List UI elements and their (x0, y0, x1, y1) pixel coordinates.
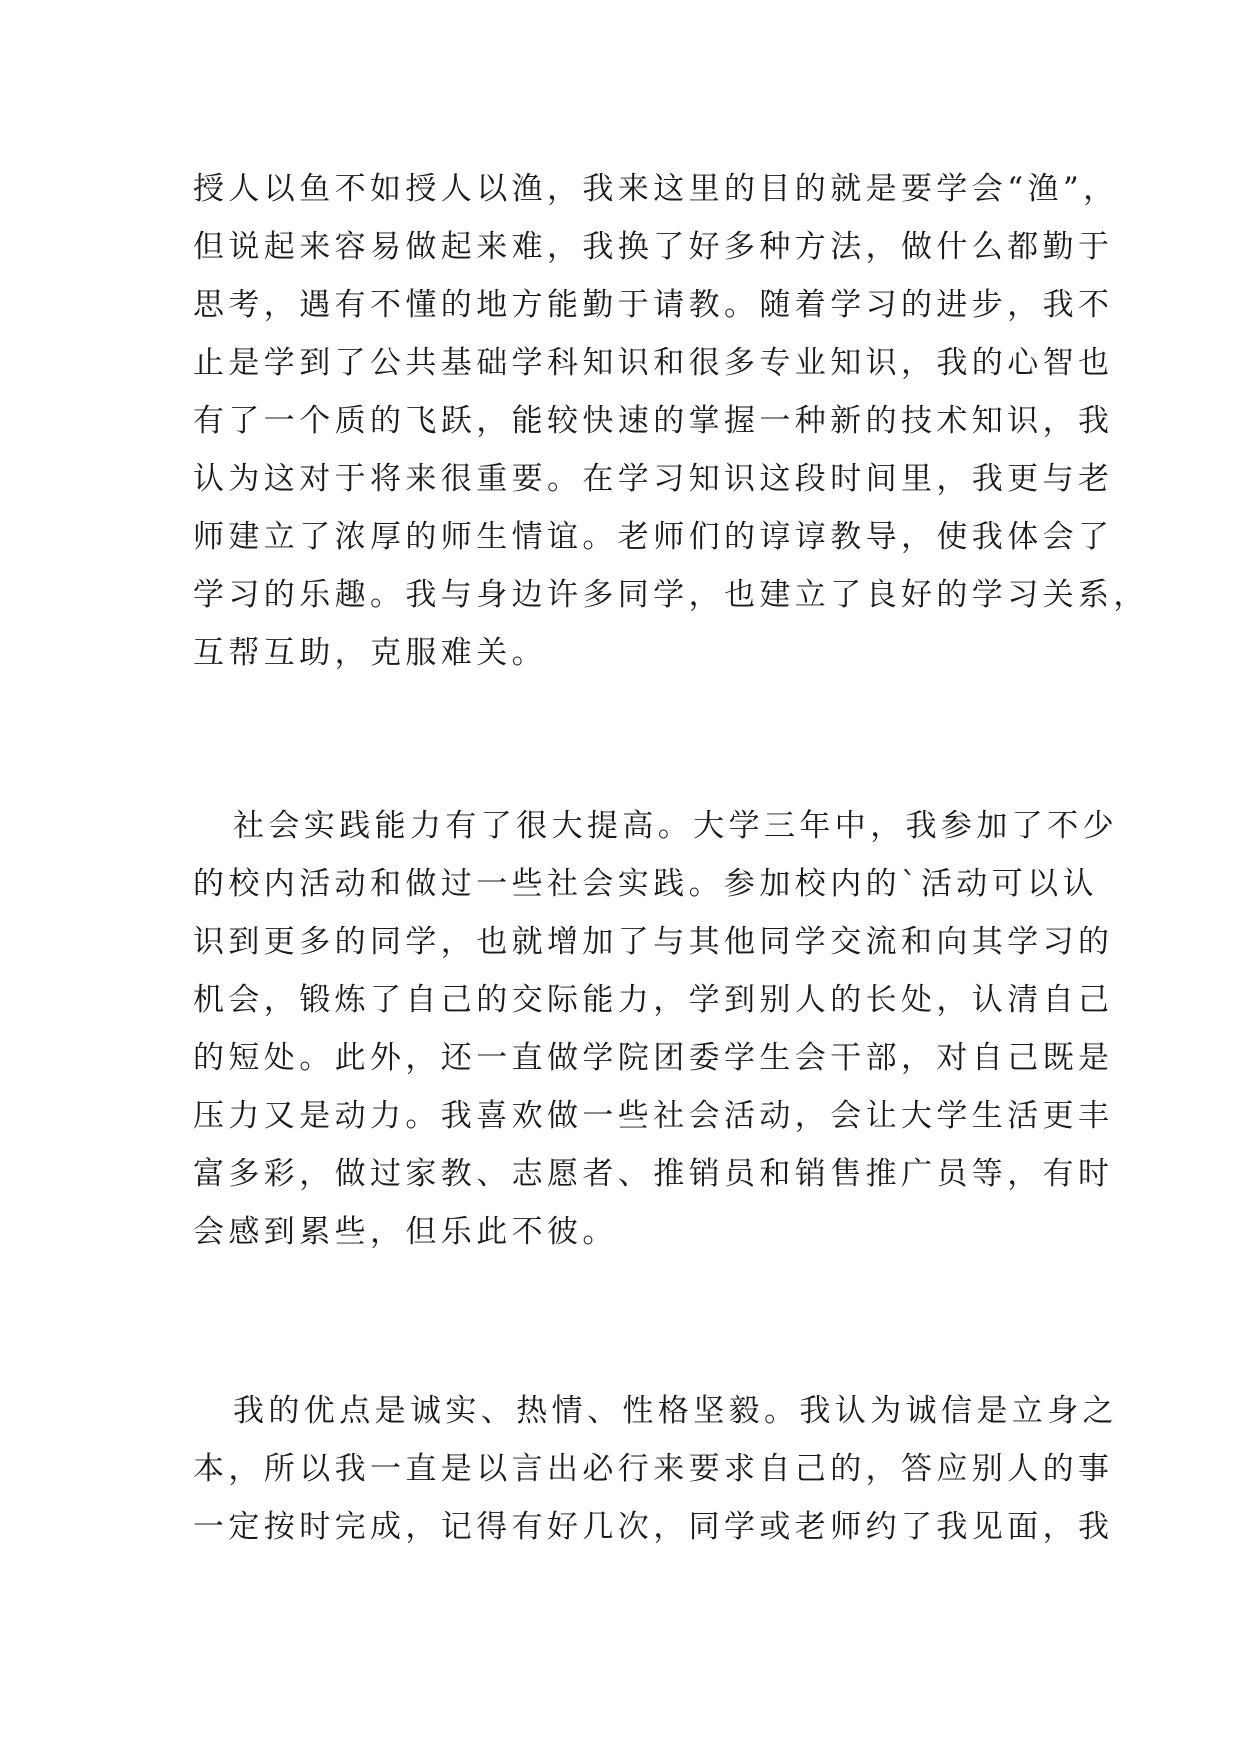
text-line: 我的优点是诚实、热情、性格坚毅。我认为诚信是立身之 (233, 1393, 1118, 1429)
text-line: 一定按时完成，记得有好几次，同学或老师约了我见面，我 (193, 1509, 1114, 1545)
text-line: 但说起来容易做起来难，我换了好多种方法，做什么都勤于 (193, 229, 1114, 265)
text-line: 有了一个质的飞跃，能较快速的掌握一种新的技术知识，我 (193, 403, 1114, 439)
text-line: 本，所以我一直是以言出必行来要求自己的，答应别人的事 (193, 1451, 1114, 1487)
text-line: 师建立了浓厚的师生情谊。老师们的谆谆教导，使我体会了 (193, 519, 1114, 555)
text-line: 会感到累些，但乐此不彼。 (193, 1214, 618, 1250)
text-line: 止是学到了公共基础学科知识和很多专业知识，我的心智也 (193, 345, 1114, 381)
text-line: 识到更多的同学，也就增加了与其他同学交流和向其学习的 (193, 924, 1114, 960)
text-line: 的短处。此外，还一直做学院团委学生会干部，对自己既是 (193, 1040, 1114, 1076)
text-line: 压力又是动力。我喜欢做一些社会活动，会让大学生活更丰 (193, 1098, 1114, 1134)
text-line: 学习的乐趣。我与身边许多同学，也建立了良好的学习关系， (193, 577, 1149, 613)
text-line: 思考，遇有不懂的地方能勤于请教。随着学习的进步，我不 (193, 287, 1114, 323)
text-line: 互帮互助，克服难关。 (193, 635, 547, 671)
text-line: 机会，锻炼了自己的交际能力，学到别人的长处，认清自己 (193, 982, 1114, 1018)
text-line: 的校内活动和做过一些社会实践。参加校内的`活动可以认 (193, 866, 1098, 902)
text-line: 富多彩，做过家教、志愿者、推销员和销售推广员等，有时 (193, 1156, 1114, 1192)
text-line: 授人以鱼不如授人以渔，我来这里的目的就是要学会“渔”， (193, 171, 1119, 207)
paragraph-study (193, 160, 1149, 682)
text-line: 认为这对于将来很重要。在学习知识这段时间里，我更与老 (193, 461, 1114, 497)
text-line: 社会实践能力有了很大提高。大学三年中，我参加了不少 (233, 808, 1118, 844)
paragraph-social-practice (193, 797, 1118, 1261)
paragraph-strengths (193, 1382, 1118, 1556)
